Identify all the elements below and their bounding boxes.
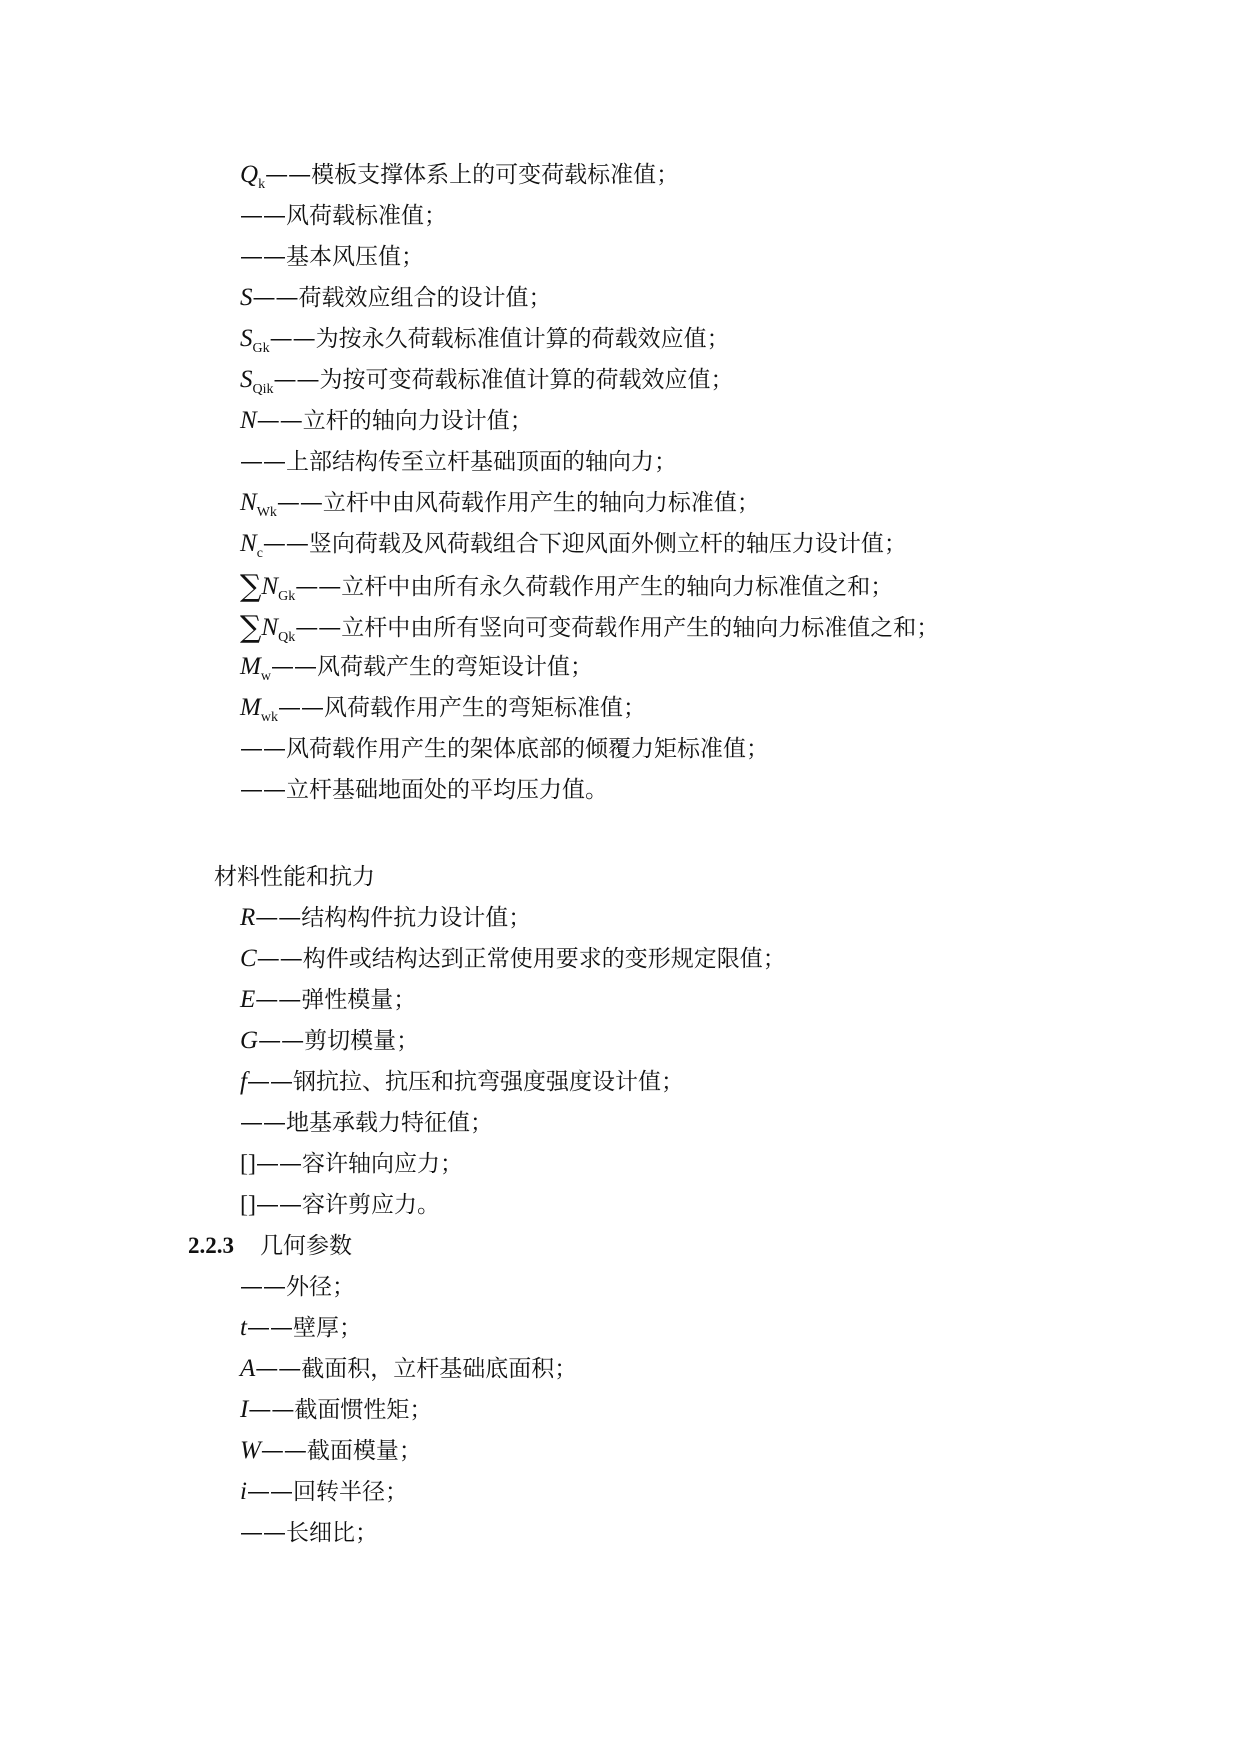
symbol-description: ——回转半径；	[246, 1479, 408, 1505]
symbol-description: ——上部结构传至立杆基础顶面的轴向力；	[240, 449, 677, 475]
symbol-line-t	[240, 1309, 362, 1347]
symbol-line-nwk	[240, 484, 760, 522]
symbol-subscript: Qik	[252, 382, 274, 397]
symbol-description: ——结构构件抗力设计值；	[255, 905, 532, 931]
symbol: M	[240, 694, 261, 721]
symbol-description: ——构件或结构达到正常使用要求的变形规定限值；	[256, 946, 786, 972]
symbol-description: ——风荷载作用产生的弯矩标准值；	[277, 695, 646, 721]
summation-sign: ∑	[240, 569, 262, 604]
symbol-line-e	[240, 981, 416, 1019]
summation-sign: ∑	[240, 610, 262, 645]
symbol-description: ——立杆中由所有永久荷载作用产生的轴向力标准值之和；	[295, 574, 894, 600]
symbol-description: ——立杆基础地面处的平均压力值。	[240, 777, 608, 803]
symbol-line-sum-ngk	[240, 566, 893, 604]
symbol-line-average-pressure	[240, 771, 608, 809]
symbol-line-sum-nqk	[240, 607, 939, 645]
symbol-line-nc	[240, 525, 907, 563]
symbol-description: ——钢抗拉、抗压和抗弯强度强度设计值；	[246, 1069, 684, 1095]
symbol: N	[240, 489, 257, 516]
symbol-description: ——风荷载作用产生的架体底部的倾覆力矩标准值；	[240, 736, 769, 762]
symbol-description: ——容许剪应力。	[255, 1192, 440, 1218]
symbol-subscript: Wk	[256, 505, 277, 520]
symbol-description: ——立杆中由风荷载作用产生的轴向力标准值；	[276, 490, 760, 516]
symbol-line-sgk	[240, 320, 730, 358]
symbol-description: ——荷载效应组合的设计值；	[252, 285, 552, 311]
symbol-line-g	[240, 1022, 419, 1060]
symbol-description: ——弹性模量；	[255, 987, 417, 1013]
symbol: N	[240, 407, 257, 434]
materials-heading: 材料性能和抗力	[214, 864, 375, 890]
symbol-subscript: w	[260, 669, 271, 684]
symbol: t	[240, 1314, 247, 1341]
symbol-line-bearing-capacity	[240, 1104, 493, 1142]
symbol: G	[240, 1027, 259, 1054]
symbol-description: ——截面积，立杆基础底面积；	[255, 1356, 578, 1382]
symbol: f	[240, 1068, 247, 1095]
symbol: M	[240, 653, 261, 680]
symbol-subscript: Gk	[252, 341, 270, 356]
section-heading-geometry	[188, 1227, 352, 1265]
symbol-description: ——壁厚；	[246, 1315, 362, 1341]
symbol-line-r	[240, 899, 531, 937]
symbol: Q	[240, 161, 259, 188]
symbol: []	[240, 1151, 256, 1177]
symbol-subscript: c	[256, 546, 263, 561]
symbol-line-w	[240, 1432, 422, 1470]
symbol-line-slenderness	[240, 1514, 378, 1552]
symbol: E	[240, 986, 256, 1013]
symbol-description: ——竖向荷载及风荷载组合下迎风面外侧立杆的轴压力设计值；	[262, 531, 907, 557]
symbol-line-qk	[240, 156, 679, 194]
symbol: S	[240, 366, 253, 393]
symbol: W	[240, 1437, 261, 1464]
symbol-line-c	[240, 940, 786, 978]
symbol-subscript: wk	[260, 710, 278, 725]
symbol-description: ——外径；	[240, 1274, 355, 1300]
symbol: S	[240, 284, 253, 311]
symbol: N	[261, 573, 279, 600]
symbol: R	[240, 904, 256, 931]
symbol-description: ——容许轴向应力；	[255, 1151, 463, 1177]
symbol: C	[240, 945, 257, 972]
symbol-subscript: Qk	[278, 630, 296, 645]
symbol-line-outer-diameter	[240, 1268, 355, 1306]
section-title: 几何参数	[260, 1233, 352, 1259]
symbol-description: ——立杆的轴向力设计值；	[256, 408, 533, 434]
symbol: I	[240, 1396, 249, 1423]
symbol-line-a	[240, 1350, 577, 1388]
symbol-line-f	[240, 1063, 684, 1101]
symbol-description: ——基本风压值；	[240, 244, 424, 270]
symbol-line-allowable-axial-stress	[240, 1145, 463, 1183]
symbol-subscript: Gk	[278, 589, 296, 604]
symbol-description: ——地基承载力特征值；	[240, 1110, 493, 1136]
symbol-description: ——为按可变荷载标准值计算的荷载效应值；	[273, 367, 734, 393]
symbol-line-base-wind-pressure	[240, 238, 424, 276]
symbol-description: ——剪切模量；	[258, 1028, 420, 1054]
symbol: []	[240, 1192, 256, 1218]
symbol-description: ——风荷载标准值；	[240, 203, 447, 229]
symbol-description: ——截面惯性矩；	[248, 1397, 433, 1423]
section-number: 2.2.3	[188, 1233, 234, 1258]
symbol-description: ——截面模量；	[260, 1438, 422, 1464]
symbol-description: ——为按永久荷载标准值计算的荷载效应值；	[269, 326, 730, 352]
symbol: A	[240, 1355, 256, 1382]
symbol-description: ——风荷载产生的弯矩设计值；	[270, 654, 593, 680]
symbol-line-allowable-shear-stress	[240, 1186, 440, 1224]
symbol-line-mwk	[240, 689, 646, 727]
symbol-line-sqik	[240, 361, 734, 399]
symbol: N	[261, 614, 279, 641]
symbol-line-i-inertia	[240, 1391, 432, 1429]
symbol-subscript: k	[258, 177, 266, 192]
symbol-description: ——模板支撑体系上的可变荷载标准值；	[265, 162, 680, 188]
symbol: N	[240, 530, 257, 557]
symbol-line-overturning-moment	[240, 730, 769, 768]
symbol-line-n	[240, 402, 533, 440]
symbol-description: ——长细比；	[240, 1520, 378, 1546]
symbol: i	[240, 1478, 247, 1505]
symbol: S	[240, 325, 253, 352]
symbol-description: ——立杆中由所有竖向可变荷载作用产生的轴向力标准值之和；	[295, 615, 940, 641]
symbol-line-mw	[240, 648, 593, 686]
symbol-line-top-axial-force	[240, 443, 677, 481]
symbol-line-s	[240, 279, 552, 317]
symbol-line-i-radius	[240, 1473, 408, 1511]
symbol-line-wind-load	[240, 197, 447, 235]
